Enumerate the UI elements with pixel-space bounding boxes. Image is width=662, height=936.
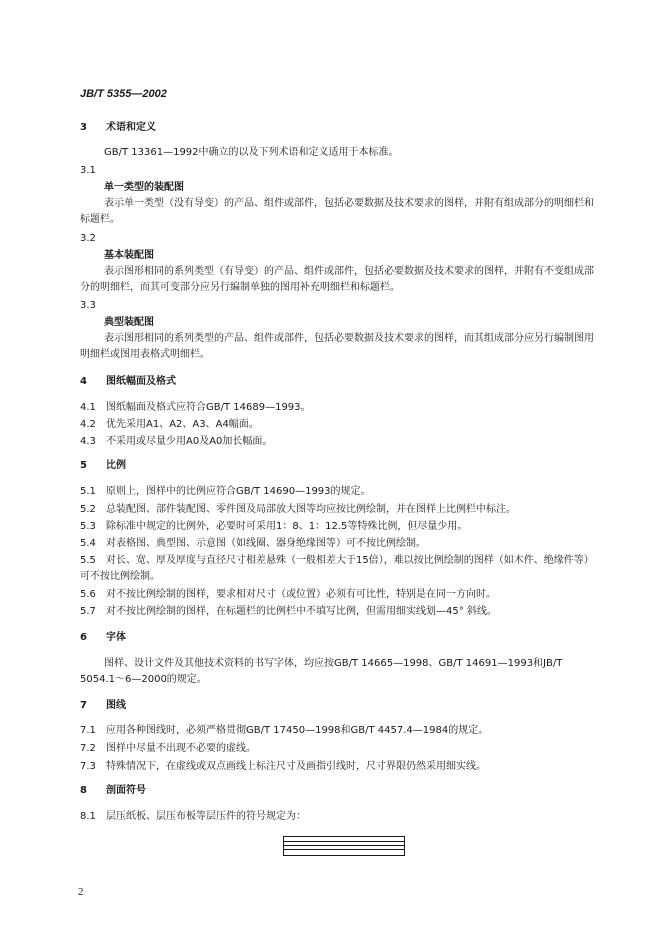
clause-number: 3.2: [80, 233, 96, 244]
clause-item: 5.1 原则上，图样中的比例应符合GB/T 14690—1993的规定。: [80, 486, 371, 497]
clause-number: 3.1: [80, 165, 96, 176]
symbol-line: [284, 845, 404, 846]
term-definition: 表示图形相同的系列类型的产品、组件或部件，包括必要数据及技术要求的图样，而其组成部分应另行编制图用明细栏或图用表格式明细栏。: [80, 333, 594, 360]
clause-item: 8.1 层压纸板、层压布板等层压件的符号规定为：: [80, 811, 306, 822]
clause-item: 5.3 除标准中规定的比例外，必要时可采用1：8、1：12.5等特殊比例，但尽量少用。: [80, 521, 468, 532]
page-number: 2: [78, 886, 84, 898]
document-header: JB/T 5355—2002: [80, 88, 167, 100]
clause-item: 4.3 不采用或尽量少用A0及A0加长幅面。: [80, 436, 273, 447]
section-3-heading: 3 术语和定义: [80, 122, 156, 133]
term-title: 单一类型的装配图: [104, 182, 184, 193]
clause-item: 7.2 图样中尽量不出现不必要的虚线。: [80, 743, 256, 754]
clause-item: 5.6 对不按比例绘制的图样，要求相对尺寸（或位置）必须有可比性，特别是在同一方向时。: [80, 589, 496, 600]
section-4-heading: 4 图纸幅面及格式: [80, 376, 176, 387]
term-title: 基本装配图: [104, 250, 154, 261]
clause-item: 5.4 对表格图、典型图、示意图（如线圈、器身绝缘图等）可不按比例绘制。: [80, 538, 426, 549]
section-5-heading: 5 比例: [80, 460, 126, 471]
section-7-heading: 7 图线: [80, 700, 126, 711]
section-6-text: 图样、设计文件及其他技术资料的书写字体，均应按GB/T 14665—1998、GB/T 14691—1993和JB/T 5054.1～6—2000的规定。: [80, 658, 563, 685]
symbol-line: [284, 841, 404, 842]
section-3-intro: GB/T 13361—1992中确立的以及下列术语和定义适用于本标准。: [104, 147, 399, 158]
clause-item: 4.2 优先采用A1、A2、A3、A4幅面。: [80, 419, 259, 430]
section-8-heading: 8 剖面符号: [80, 785, 146, 796]
term-definition: 表示单一类型（没有导变）的产品、组件或部件，包括必要数据及技术要求的图样，并附有组成部分的明细栏和标题栏。: [80, 198, 594, 225]
section-6-heading: 6 字体: [80, 632, 126, 643]
clause-item: 4.1 图纸幅面及格式应符合GB/T 14689—1993。: [80, 402, 311, 413]
clause-item: 7.1 应用各种图线时，必须严格贯彻GB/T 17450—1998和GB/T 4457.4—1984的规定。: [80, 725, 489, 736]
term-definition: 表示图形相同的系列类型（有导变）的产品、组件或部件，包括必要数据及技术要求的图样，并附有不变组成部分的明细栏，而其可变部分应另行编制单独的图用补充明细栏和标题栏。: [80, 266, 594, 293]
clause-number: 3.3: [80, 300, 96, 311]
clause-item: 5.7 对不按比例绘制的图样，在标题栏的比例栏中不填写比例，但需用细实线划—45° 斜线。: [80, 606, 497, 617]
clause-item: 7.3 特殊情况下，在虚线或双点画线上标注尺寸及画指引线时，尺寸界限仍然采用细实线。: [80, 761, 486, 772]
term-title: 典型装配图: [104, 317, 154, 328]
clause-item: 5.5 对长、宽、厚及厚度与直径尺寸相差悬殊（一般相差大于15倍），难以按比例绘制的图样（如木件、绝缘件等）可不按比例绘制。: [80, 555, 594, 582]
laminate-section-symbol: [283, 836, 405, 856]
clause-item: 5.2 总装配图、部件装配图、零件图及局部放大图等均应按比例绘制，并在图样上比例栏中标注。: [80, 504, 516, 515]
symbol-line: [284, 849, 404, 850]
